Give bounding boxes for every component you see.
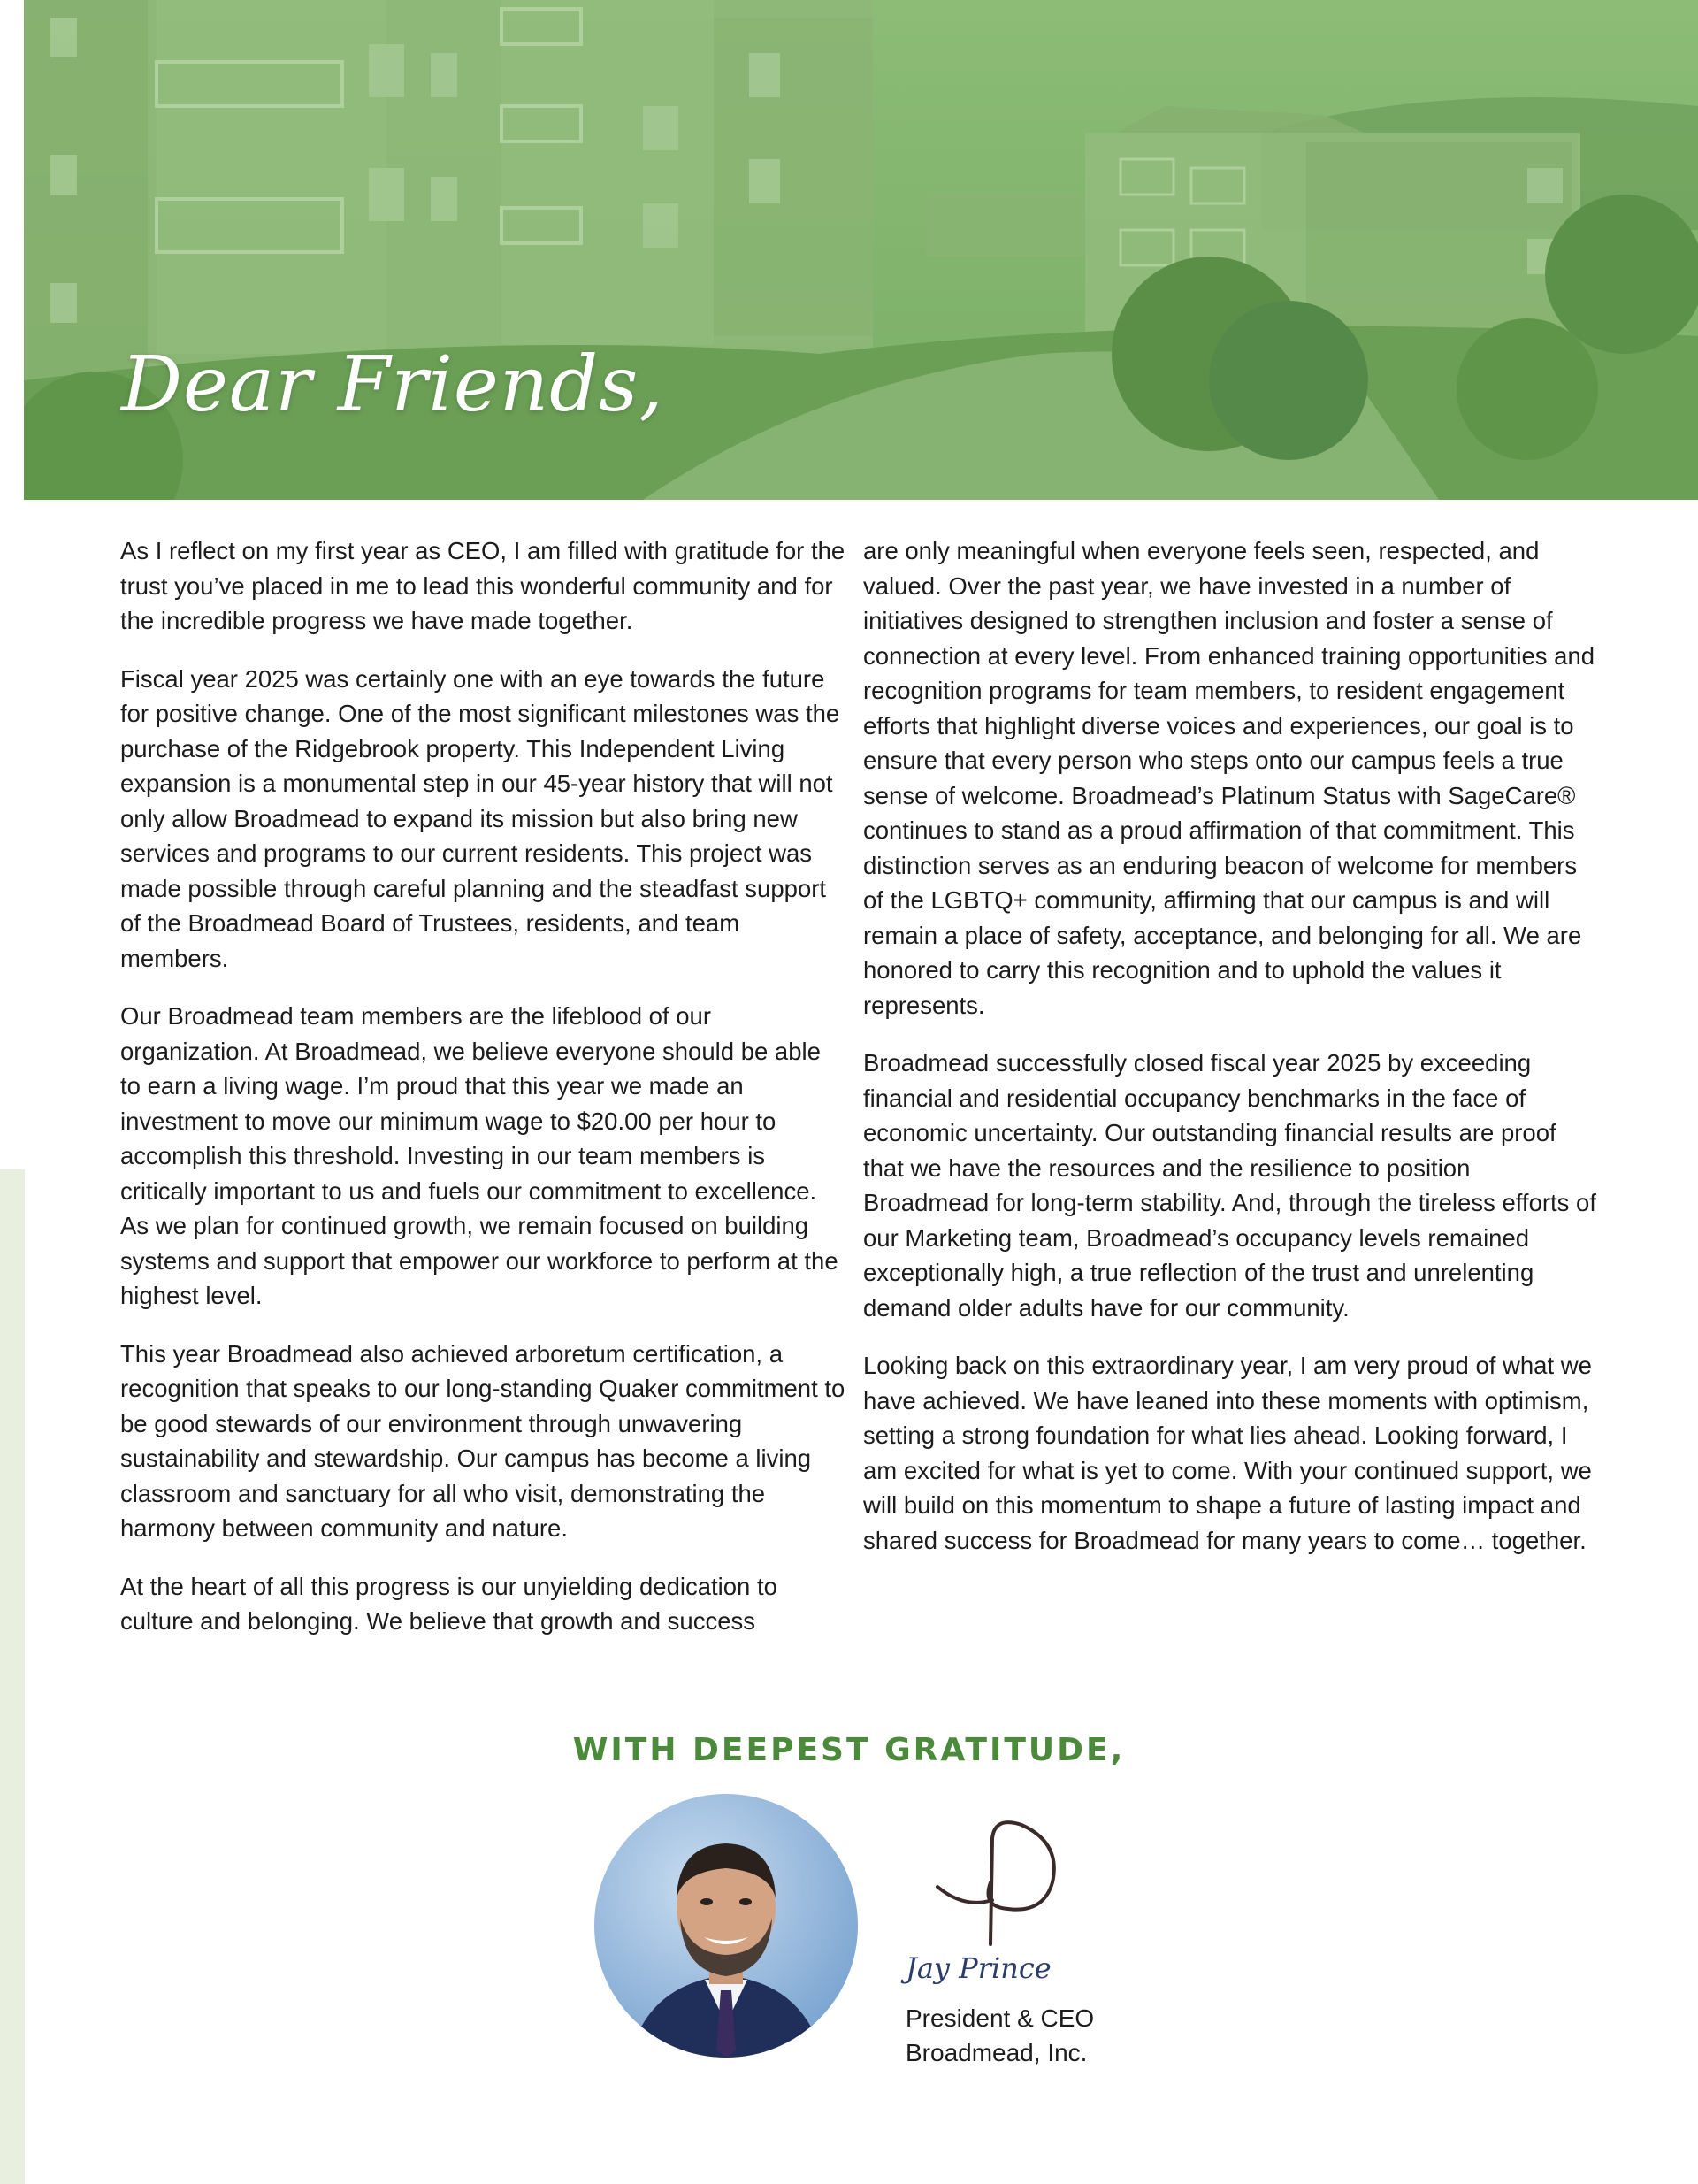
paragraph: This year Broadmead also achieved arboretum certification, a recognition that speaks to our long-standing Quaker commitment to be good stewards of our environment through unwavering sustainability and stewardship. Our campus has become a living classroom and sanctuary for all who visit, demonstrating the harmony between community and nature.: [120, 1339, 845, 1542]
signer-title: President & CEO: [906, 2004, 1095, 2032]
letter-right-column: [863, 533, 1597, 1581]
page-title: Dear Friends,: [121, 341, 664, 429]
paragraph: are only meaningful when everyone feels seen, respected, and valued. Over the past year, we have invested in a number of initiatives designed to strengthen inclusion and foster a sense of connection at every level. From enhanced training opportunities and recognition programs for team members, to resident engagement efforts that highlight diverse voices and experiences, our goal is to ensure that every person who steps onto our campus feels a true sense of welcome. Broadmead’s Platinum Status with SageCare® continues to stand as a proud affirmation of that commitment. This distinction serves as an enduring beacon of welcome for members of the LGBTQ+ community, affirming that our campus is and will remain a place of safety, acceptance, and belonging for all. We are honored to carry this recognition and to uphold the values it represents.: [863, 537, 1595, 1019]
paragraph: Broadmead successfully closed fiscal year 2025 by exceeding financial and residential occupancy benchmarks in the face of economic uncertainty. Our outstanding financial results are proof that we have the resources and the resilience to position Broadmead for long-term stability. And, through the tireless efforts of our Marketing team, Broadmead’s occupancy levels remained exceptionally high, a true reflection of the trust and unrelenting demand older adults have for our community.: [863, 1049, 1596, 1322]
paragraph: Our Broadmead team members are the lifeblood of our organization. At Broadmead, we believe everyone should be able to earn a living wage. I’m proud that this year we made an investment to move our minimum wage to $20.00 per hour to accomplish this threshold. Investing in our team members is critically important to us and fuels our commitment to excellence. As we plan for continued growth, we remain focused on building systems and support that empower our workforce to perform at the highest level.: [120, 1002, 838, 1309]
ceo-portrait: [594, 1794, 858, 2058]
signer-organization: Broadmead, Inc.: [906, 2039, 1088, 2066]
letter-left-column: [120, 533, 845, 1662]
paragraph: Fiscal year 2025 was certainly one with an eye towards the future for positive change. One of the most significant milestones was the purchase of the Ridgebrook property. This Independent Living expansion is a monumental step in our 45-year history that will not only allow Broadmead to expand its mission but also bring new services and programs to our current residents. This project was made possible through careful planning and the steadfast support of the Broadmead Board of Trustees, residents, and team members.: [120, 664, 840, 972]
signature-graphic: [929, 1812, 1070, 1953]
paragraph: As I reflect on my first year as CEO, I am filled with gratitude for the trust you’ve placed in me to lead this wonderful community and for the incredible progress we have made together.: [120, 537, 845, 634]
signer-title-block: [906, 2001, 1094, 2070]
left-margin-strip: [0, 1169, 25, 2184]
signer-name: Jay Prince: [906, 1951, 1052, 1985]
paragraph: Looking back on this extraordinary year, I am very proud of what we have achieved. We have leaned into these moments with optimism, setting a strong foundation for what lies ahead. Looking forward, I am excited for what is yet to come. With your continued support, we will build on this momentum to shape a future of lasting impact and shared success for Broadmead for many years to come… together.: [863, 1352, 1592, 1554]
closing-salutation: WITH DEEPEST GRATITUDE,: [572, 1732, 1126, 1768]
paragraph: At the heart of all this progress is our unyielding dedication to culture and belonging. We believe that growth and success: [120, 1572, 777, 1635]
header-banner: [24, 0, 1698, 500]
